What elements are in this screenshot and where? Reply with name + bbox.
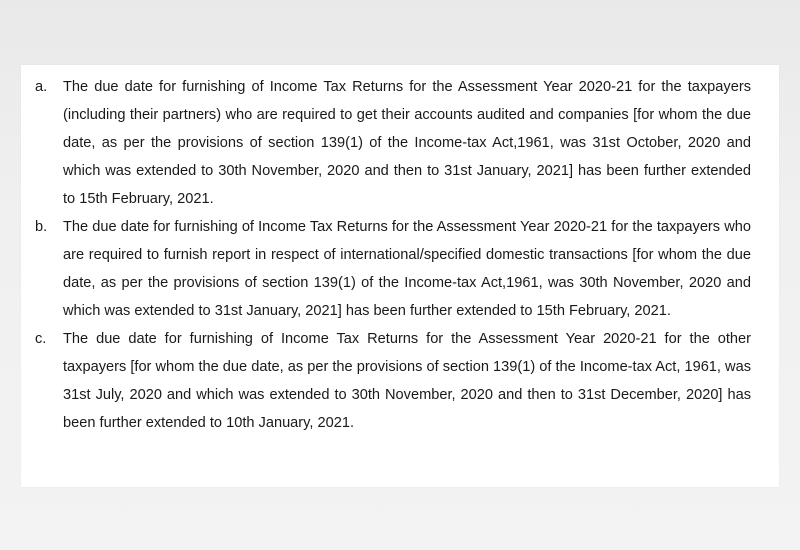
list-marker: a. — [35, 79, 48, 95]
list-item-text: The due date for furnishing of Income Tax Returns for the Assessment Year 2020-21 for the other taxpayers [for whom the due date, as per the provisions of section 139(1) of the Income-tax Act, 1961, was 31st July, 2020 and which was extended to 30th November, 2020 and then to 31st December, 2020] has been further extended to 10th January, 2021. — [63, 331, 751, 431]
list-item-c — [21, 325, 779, 437]
list-item-text: The due date for furnishing of Income Tax Returns for the Assessment Year 2020-21 for the taxpayers (including their partners) who are required to get their accounts audited and companies [for whom the due date, as per the provisions of section 139(1) of the Income-tax Act,1961, was 31st October, 2020 and which was extended to 30th November, 2020 and then to 31st January, 2021] has been further extended to 15th February, 2021. — [63, 79, 751, 207]
list-marker: c. — [35, 331, 47, 347]
list-item-a — [21, 73, 779, 213]
due-date-list — [21, 73, 779, 437]
list-item-b — [21, 213, 779, 325]
list-item-text: The due date for furnishing of Income Tax Returns for the Assessment Year 2020-21 for the taxpayers who are required to furnish report in respect of international/specified domestic transactions [for whom the due date, as per the provisions of section 139(1) of the Income-tax Act,1961, was 30th November, 2020 and which was extended to 31st January, 2021] has been further extended to 15th February, 2021. — [63, 219, 751, 319]
document-page — [21, 65, 779, 487]
list-marker: b. — [35, 219, 48, 235]
